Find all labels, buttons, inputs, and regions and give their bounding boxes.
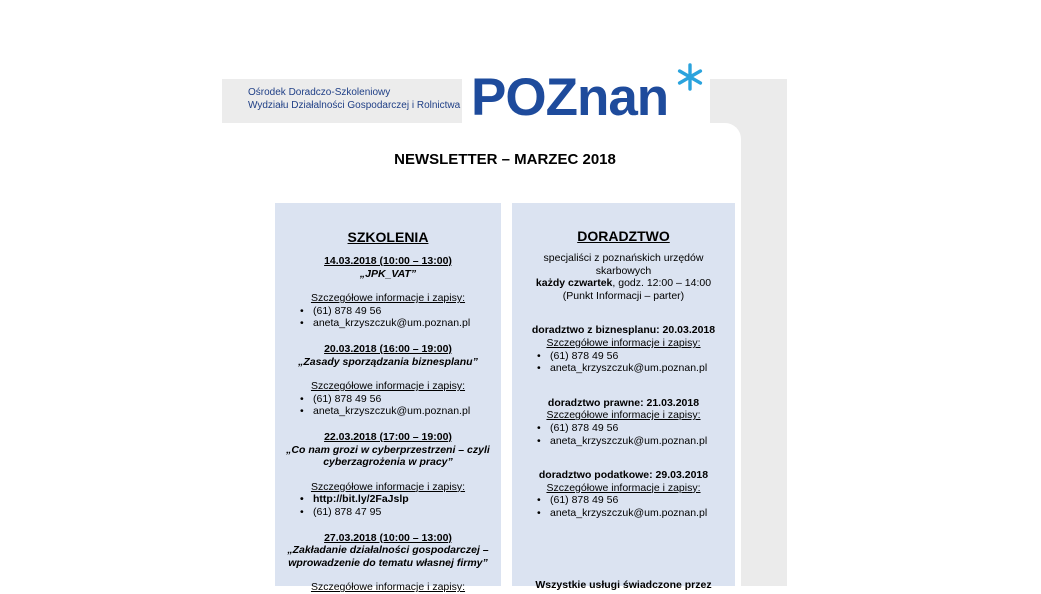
- advice-item: [512, 469, 735, 519]
- training-date: 27.03.2018 (10:00 – 13:00): [324, 531, 452, 544]
- contact-email[interactable]: • aneta_krzyszczuk@um.poznan.pl: [512, 507, 735, 520]
- contact-email[interactable]: • aneta_krzyszczuk@um.poznan.pl: [512, 362, 735, 375]
- info-label: Szczegółowe informacje i zapisy:: [546, 409, 701, 422]
- advice-title: doradztwo prawne: 21.03.2018: [547, 396, 700, 409]
- star-icon: [675, 62, 705, 92]
- training-date: 20.03.2018 (16:00 – 19:00): [324, 342, 452, 355]
- contact-phone: • (61) 878 49 56: [512, 422, 735, 435]
- contact-email[interactable]: • aneta_krzyszczuk@um.poznan.pl: [275, 317, 501, 330]
- info-label: Szczegółowe informacje i zapisy:: [310, 292, 466, 305]
- contact-phone: • (61) 878 49 56: [275, 305, 501, 318]
- info-label: Szczegółowe informacje i zapisy:: [310, 380, 466, 393]
- advice-title: doradztwo z biznesplanu: 20.03.2018: [531, 324, 716, 337]
- training-topic: „JPK_VAT”: [359, 267, 417, 280]
- org-name-line-1: Ośrodek Doradczo-Szkoleniowy: [248, 87, 391, 98]
- schedule-hours: , godz. 12:00 – 14:00: [612, 277, 712, 290]
- szkolenia-column: [275, 203, 501, 594]
- advice-title: doradztwo podatkowe: 29.03.2018: [538, 469, 709, 482]
- advice-item: [512, 324, 735, 374]
- training-topic-line-2: wprowadzenie do tematu własnej firmy”: [288, 556, 488, 569]
- info-label: Szczegółowe informacje i zapisy:: [310, 480, 466, 493]
- training-date: 22.03.2018 (17:00 – 19:00): [324, 430, 452, 443]
- location-line: (Punkt Informacji – parter): [562, 289, 685, 302]
- schedule-day: każdy czwartek: [535, 277, 613, 290]
- training-item: [275, 255, 501, 330]
- training-date: 14.03.2018 (10:00 – 13:00): [324, 255, 452, 267]
- newsletter-title: NEWSLETTER – MARZEC 2018: [394, 151, 616, 168]
- szkolenia-heading: SZKOLENIA: [347, 229, 429, 245]
- org-name-line-2: Wydziału Działalności Gospodarczej i Rolnictwa: [248, 100, 461, 111]
- poznan-logo: [470, 62, 710, 128]
- training-topic-line-1: „Zakładanie działalności gospodarczej –: [287, 544, 489, 557]
- contact-email[interactable]: • aneta_krzyszczuk@um.poznan.pl: [275, 405, 501, 418]
- training-topic-line-2: cyberzagrożenia w pracy”: [323, 456, 453, 469]
- contact-phone: • (61) 878 49 56: [512, 350, 735, 363]
- intro-line-1: specjaliści z poznańskich urzędów: [543, 252, 704, 264]
- services-footer: Wszystkie usługi świadczone przez: [535, 578, 712, 591]
- training-item: [275, 532, 501, 594]
- doradztwo-column: [512, 203, 735, 591]
- contact-phone: • (61) 878 49 56: [512, 494, 735, 507]
- training-topic: „Zasady sporządzania biznesplanu”: [298, 355, 478, 368]
- training-item: [275, 343, 501, 418]
- advice-item: [512, 397, 735, 447]
- schedule-line: [512, 277, 735, 290]
- doradztwo-heading: DORADZTWO: [577, 228, 670, 244]
- info-label: Szczegółowe informacje i zapisy:: [546, 481, 701, 494]
- intro-line-2: skarbowych: [595, 264, 652, 277]
- info-label: Szczegółowe informacje i zapisy:: [310, 581, 466, 594]
- intro-block: [512, 252, 735, 302]
- training-item: [275, 431, 501, 519]
- training-topic-line-1: „Co nam grozi w cyberprzestrzeni – czyli: [286, 443, 490, 456]
- info-label: Szczegółowe informacje i zapisy:: [546, 336, 701, 349]
- contact-email[interactable]: • aneta_krzyszczuk@um.poznan.pl: [512, 435, 735, 448]
- logo-wordmark: POZnan: [471, 68, 669, 127]
- contact-phone: • (61) 878 49 56: [275, 393, 501, 406]
- registration-link[interactable]: • http://bit.ly/2FaJslp: [275, 493, 501, 506]
- contact-phone: • (61) 878 47 95: [275, 506, 501, 519]
